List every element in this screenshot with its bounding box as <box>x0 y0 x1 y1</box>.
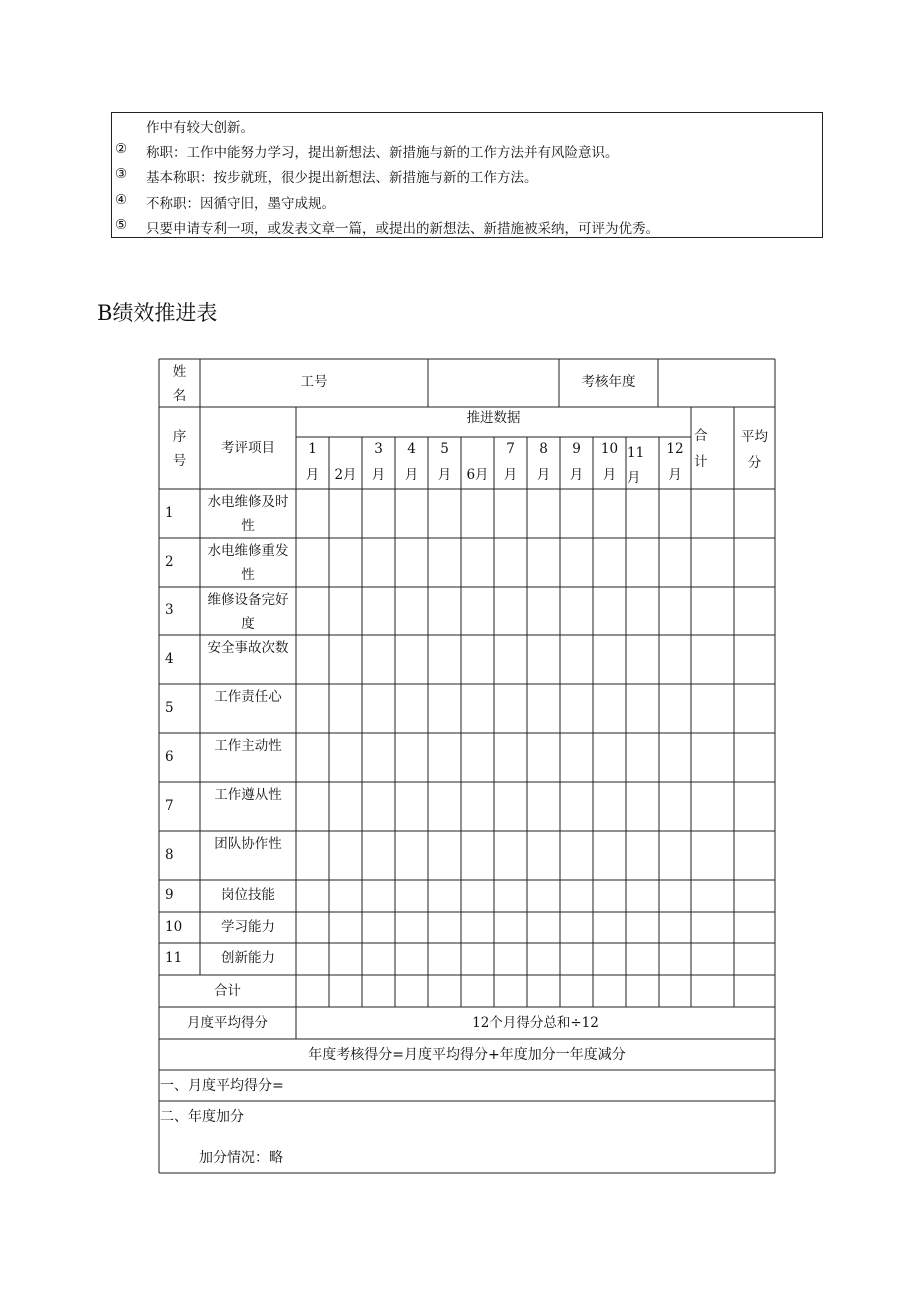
section-title: B绩效推进表 <box>97 301 218 325</box>
month-header-12: 月 <box>668 467 682 483</box>
month-header-6: 6月 <box>466 467 489 483</box>
evaluation-item: 工作主动性 <box>214 738 282 754</box>
month-header-8: 8 <box>539 441 548 457</box>
month-header-3: 月 <box>371 467 386 483</box>
row-sequence: 11 <box>165 950 183 966</box>
review-year-label: 考核年度 <box>581 374 636 390</box>
month-header-11: 11 <box>627 445 645 461</box>
month-header-5: 5 <box>440 441 449 457</box>
month-header-10: 月 <box>602 467 617 483</box>
evaluation-item: 性 <box>241 518 255 534</box>
sequence-header: 序 <box>172 429 187 445</box>
evaluation-item: 创新能力 <box>221 950 275 966</box>
month-header-4: 4 <box>407 441 416 457</box>
sequence-header: 号 <box>172 453 187 469</box>
month-header-7: 月 <box>503 467 518 483</box>
average-header: 平均 <box>741 429 768 445</box>
evaluation-item: 工作责任心 <box>214 689 282 705</box>
row-sequence: 7 <box>165 797 174 814</box>
bonus-detail: 加分情况：略 <box>199 1150 283 1166</box>
criteria-text: 只要申请专利一项，或发表文章一篇，或提出的新想法、新措施被采纳，可评为优秀。 <box>146 221 659 237</box>
evaluation-item-header: 考评项目 <box>221 440 275 456</box>
criteria-number: ③ <box>115 166 128 182</box>
evaluation-item: 水电维修及时 <box>207 494 289 510</box>
row-sequence: 4 <box>165 650 174 667</box>
criteria-number: ② <box>115 141 128 157</box>
sum-row-label: 合计 <box>214 983 241 999</box>
evaluation-item: 学习能力 <box>221 918 275 935</box>
evaluation-item: 工作遵从性 <box>214 787 282 803</box>
month-header-2: 2月 <box>334 467 357 483</box>
row-sequence: 8 <box>165 846 174 863</box>
annual-bonus-line: 二、年度加分 <box>160 1109 244 1125</box>
criteria-number: ⑤ <box>115 217 128 233</box>
criteria-number: ④ <box>115 192 128 208</box>
criteria-text: 不称职：因循守旧，墨守成规。 <box>146 196 335 212</box>
month-header-3: 3 <box>374 441 383 457</box>
month-header-1: 月 <box>305 467 320 483</box>
month-header-11: 月 <box>627 470 641 486</box>
progress-data-header: 推进数据 <box>466 410 521 426</box>
evaluation-item: 度 <box>241 616 255 632</box>
criteria-text: 作中有较大创新。 <box>146 120 254 136</box>
evaluation-item: 水电维修重发 <box>207 543 289 559</box>
row-sequence: 9 <box>165 887 174 903</box>
month-header-10: 10 <box>600 441 619 457</box>
name-label: 姓 <box>172 364 187 380</box>
row-sequence: 6 <box>165 748 174 765</box>
month-header-7: 7 <box>506 441 515 457</box>
row-sequence: 2 <box>165 553 174 570</box>
evaluation-item: 性 <box>241 567 255 583</box>
evaluation-item: 岗位技能 <box>221 887 275 903</box>
annual-score-formula: 年度考核得分=月度平均得分+年度加分一年度减分 <box>308 1047 626 1063</box>
month-header-5: 月 <box>437 467 452 483</box>
evaluation-item: 团队协作性 <box>214 836 282 852</box>
month-header-9: 9 <box>572 441 581 457</box>
name-label: 名 <box>172 388 187 404</box>
evaluation-item: 维修设备完好 <box>207 592 289 608</box>
month-header-4: 月 <box>404 467 419 483</box>
criteria-text: 称职：工作中能努力学习，提出新想法、新措施与新的工作方法并有风险意识。 <box>146 145 619 161</box>
monthly-average-formula: 12个月得分总和÷12 <box>472 1015 599 1031</box>
month-header-1: 1 <box>308 441 317 457</box>
total-header: 计 <box>694 454 708 470</box>
evaluation-item: 安全事故次数 <box>207 640 289 656</box>
row-sequence: 10 <box>165 918 183 935</box>
row-sequence: 5 <box>165 699 174 716</box>
month-header-12: 12 <box>666 441 684 457</box>
month-header-8: 月 <box>536 467 551 483</box>
total-header: 合 <box>694 428 708 444</box>
employee-id-label: 工号 <box>300 374 328 390</box>
row-sequence: 1 <box>165 504 174 521</box>
month-header-9: 月 <box>569 467 584 483</box>
average-header: 分 <box>747 455 762 471</box>
monthly-average-label: 月度平均得分 <box>187 1015 268 1031</box>
monthly-average-line: 一、月度平均得分= <box>160 1078 284 1094</box>
row-sequence: 3 <box>165 602 174 618</box>
criteria-text: 基本称职：按步就班，很少提出新想法、新措施与新的工作方法。 <box>146 170 538 186</box>
